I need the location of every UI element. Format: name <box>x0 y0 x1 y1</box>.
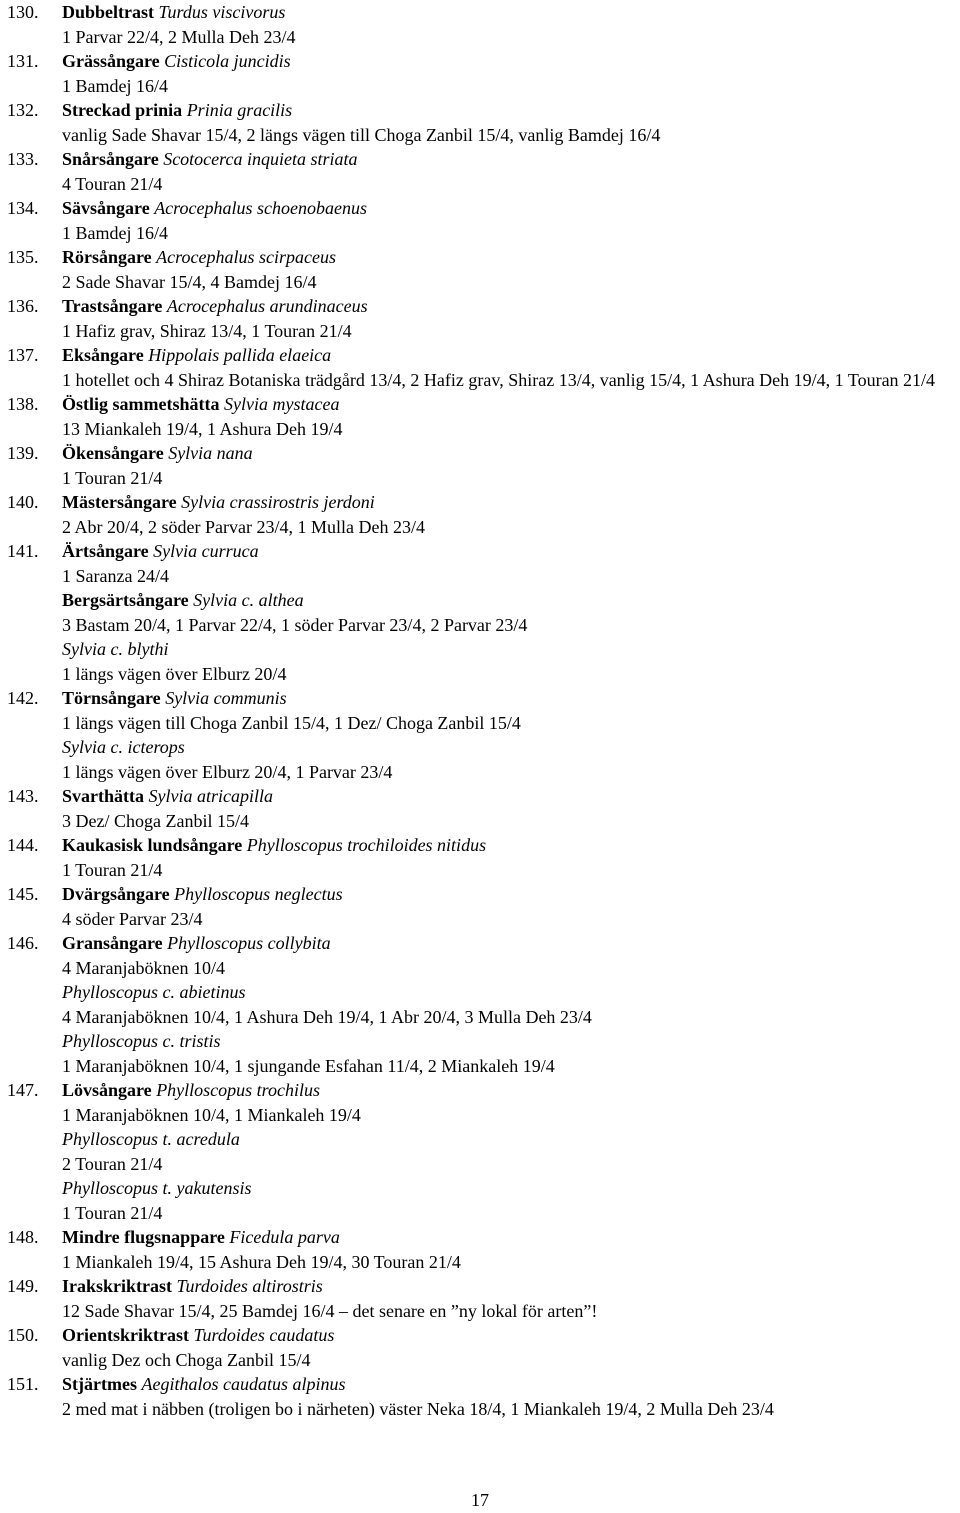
species-entry <box>7 441 957 490</box>
species-entry <box>7 1323 957 1372</box>
observation-line: 2 Sade Shavar 15/4, 4 Bamdej 16/4 <box>62 271 317 292</box>
species-heading <box>7 882 957 907</box>
scientific-name: Hippolais pallida elaeica <box>148 345 332 365</box>
observation-line: 2 Touran 21/4 <box>62 1153 163 1174</box>
page-number: 17 <box>471 1490 489 1510</box>
species-entry <box>7 343 957 392</box>
species-names <box>62 1372 957 1397</box>
common-name: Ärtsångare <box>62 541 149 561</box>
common-name: Lövsångare <box>62 1080 152 1100</box>
common-name: Dvärgsångare <box>62 884 170 904</box>
species-number: 133. <box>7 149 39 169</box>
observation-line: 1 Maranjaböknen 10/4, 1 sjungande Esfahan 11/4, 2 Miankaleh 19/4 <box>62 1055 555 1076</box>
subspecies-scientific-name: Sylvia c. <box>62 639 123 659</box>
scientific-name: Prinia gracilis <box>186 100 293 120</box>
observation-line: 3 Dez/ Choga Zanbil 15/4 <box>62 810 249 831</box>
species-entry <box>7 196 957 245</box>
species-number: 148. <box>7 1227 39 1247</box>
species-heading <box>7 1225 957 1250</box>
species-entry <box>7 245 957 294</box>
observation-line: 4 söder Parvar 23/4 <box>62 908 203 929</box>
species-names <box>62 1323 957 1348</box>
species-heading <box>7 833 957 858</box>
species-number: 149. <box>7 1276 39 1296</box>
common-name: Rörsångare <box>62 247 152 267</box>
species-number: 142. <box>7 688 39 708</box>
species-names <box>62 1078 957 1103</box>
scientific-name: Sylvia communis <box>165 688 287 708</box>
observation-line: 1 längs vägen över Elburz 20/4, 1 Parvar 23/4 <box>62 761 393 782</box>
observation-line: 3 Bastam 20/4, 1 Parvar 22/4, 1 söder Parvar 23/4, 2 Parvar 23/4 <box>62 614 528 635</box>
subspecies-scientific-name: Phylloscopus t. <box>62 1129 172 1149</box>
scientific-name: Scotocerca inquieta striata <box>163 149 358 169</box>
species-heading <box>7 196 957 221</box>
species-entry <box>7 931 957 1078</box>
species-heading <box>7 1323 957 1348</box>
scientific-name: Sylvia atricapilla <box>148 786 273 806</box>
subspecies-epithet: abietinus <box>179 982 246 1002</box>
species-number: 147. <box>7 1080 39 1100</box>
species-heading <box>7 931 957 956</box>
species-entry <box>7 686 957 784</box>
subspecies-scientific-name: Phylloscopus t. <box>62 1178 172 1198</box>
subspecies-heading <box>7 637 957 662</box>
subspecies-epithet: blythi <box>127 639 169 659</box>
observation-line: 1 hotellet och 4 Shiraz Botaniska trädgård 13/4, 2 Hafiz grav, Shiraz 13/4, vanlig 15/4, 1 Ashura Deh 19/4, 1 Touran 21/4 <box>62 369 936 390</box>
species-number: 141. <box>7 541 39 561</box>
scientific-name: Phylloscopus trochilus <box>156 1080 321 1100</box>
scientific-name: Acrocephalus scirpaceus <box>156 247 336 267</box>
species-names <box>62 1225 957 1250</box>
species-names <box>62 294 957 319</box>
scientific-name: Turdoides altirostris <box>176 1276 323 1296</box>
species-number: 130. <box>7 2 39 22</box>
species-number: 134. <box>7 198 39 218</box>
species-names <box>62 1274 957 1299</box>
species-number: 132. <box>7 100 39 120</box>
observation-line: 4 Maranjaböknen 10/4, 1 Ashura Deh 19/4, 1 Abr 20/4, 3 Mulla Deh 23/4 <box>62 1006 592 1027</box>
species-heading <box>7 539 957 564</box>
subspecies-heading <box>7 1176 957 1201</box>
species-heading <box>7 1078 957 1103</box>
species-entry <box>7 784 957 833</box>
species-names <box>62 882 957 907</box>
observation-line: 1 Miankaleh 19/4, 15 Ashura Deh 19/4, 30 Touran 21/4 <box>62 1251 461 1272</box>
common-name: Dubbeltrast <box>62 2 155 22</box>
species-names <box>62 245 957 270</box>
scientific-name: Sylvia curruca <box>153 541 259 561</box>
subspecies-scientific-name: Sylvia c. <box>193 590 255 610</box>
species-heading <box>7 392 957 417</box>
species-heading <box>7 0 957 25</box>
common-name: Orientskriktrast <box>62 1325 189 1345</box>
common-name: Streckad prinia <box>62 100 183 120</box>
observation-line: 2 med mat i näbben (troligen bo i närheten) väster Neka 18/4, 1 Miankaleh 19/4, 2 Mulla Deh 23/4 <box>62 1398 774 1419</box>
observation-line: 2 Abr 20/4, 2 söder Parvar 23/4, 1 Mulla Deh 23/4 <box>62 516 425 537</box>
species-names <box>62 196 957 221</box>
species-heading <box>7 245 957 270</box>
species-heading <box>7 441 957 466</box>
species-entry <box>7 490 957 539</box>
subspecies-heading <box>7 735 957 760</box>
observation-line: 4 Maranjaböknen 10/4 <box>62 957 225 978</box>
common-name: Trastsångare <box>62 296 163 316</box>
scientific-name: Turdus viscivorus <box>158 2 286 22</box>
subspecies-heading <box>7 588 957 613</box>
scientific-name: Acrocephalus arundinaceus <box>166 296 368 316</box>
subspecies-epithet: icterops <box>127 737 185 757</box>
observation-line: vanlig Sade Shavar 15/4, 2 längs vägen till Choga Zanbil 15/4, vanlig Bamdej 16/4 <box>62 124 661 145</box>
species-names <box>62 392 957 417</box>
species-heading <box>7 343 957 368</box>
observation-line: 1 Maranjaböknen 10/4, 1 Miankaleh 19/4 <box>62 1104 361 1125</box>
scientific-name: Cisticola juncidis <box>164 51 291 71</box>
species-number: 140. <box>7 492 39 512</box>
subspecies-heading <box>7 1127 957 1152</box>
species-entry <box>7 1372 957 1421</box>
species-heading <box>7 1372 957 1397</box>
species-names <box>62 539 957 564</box>
scientific-name: Acrocephalus schoenobaenus <box>154 198 367 218</box>
species-names <box>62 490 957 515</box>
common-name: Mindre flugsnappare <box>62 1227 225 1247</box>
species-entry <box>7 147 957 196</box>
observation-line: 1 Saranza 24/4 <box>62 565 169 586</box>
species-names <box>62 49 957 74</box>
species-list <box>7 0 957 1421</box>
scientific-name: Phylloscopus neglectus <box>174 884 343 904</box>
observation-line: 1 längs vägen till Choga Zanbil 15/4, 1 Dez/ Choga Zanbil 15/4 <box>62 712 521 733</box>
species-heading <box>7 49 957 74</box>
scientific-name: Sylvia mystacea <box>223 394 340 414</box>
species-entry <box>7 1225 957 1274</box>
observation-line: 4 Touran 21/4 <box>62 173 163 194</box>
species-entry <box>7 1274 957 1323</box>
species-names <box>62 441 957 466</box>
subspecies-heading <box>7 1029 957 1054</box>
subspecies-heading <box>7 980 957 1005</box>
species-number: 150. <box>7 1325 39 1345</box>
scientific-name: Phylloscopus trochiloides nitidus <box>246 835 487 855</box>
common-name: Stjärtmes <box>62 1374 137 1394</box>
subspecies-epithet: yakutensis <box>176 1178 252 1198</box>
species-heading <box>7 294 957 319</box>
observation-line: 1 Bamdej 16/4 <box>62 222 168 243</box>
subspecies-scientific-name: Phylloscopus c. <box>62 1031 175 1051</box>
species-number: 135. <box>7 247 39 267</box>
species-names <box>62 343 957 368</box>
species-number: 139. <box>7 443 39 463</box>
species-entry <box>7 539 957 686</box>
observation-line: 1 Touran 21/4 <box>62 1202 163 1223</box>
subspecies-scientific-name: Sylvia c. <box>62 737 123 757</box>
species-names <box>62 0 957 25</box>
subspecies-common-name: Bergsärtsångare <box>62 590 189 610</box>
common-name: Snårsångare <box>62 149 159 169</box>
observation-line: 13 Miankaleh 19/4, 1 Ashura Deh 19/4 <box>62 418 343 439</box>
common-name: Sävsångare <box>62 198 150 218</box>
common-name: Mästersångare <box>62 492 177 512</box>
scientific-name: Aegithalos caudatus alpinus <box>141 1374 346 1394</box>
species-entry <box>7 98 957 147</box>
species-number: 146. <box>7 933 39 953</box>
common-name: Törnsångare <box>62 688 161 708</box>
common-name: Ökensångare <box>62 443 164 463</box>
common-name: Svarthätta <box>62 786 144 806</box>
observation-line: 1 Bamdej 16/4 <box>62 75 168 96</box>
scientific-name: Sylvia crassirostris jerdoni <box>181 492 375 512</box>
common-name: Östlig sammetshätta <box>62 394 220 414</box>
observation-line: 1 Touran 21/4 <box>62 467 163 488</box>
common-name: Irakskriktrast <box>62 1276 173 1296</box>
observation-line: 1 Parvar 22/4, 2 Mulla Deh 23/4 <box>62 26 296 47</box>
species-entry <box>7 49 957 98</box>
species-names <box>62 931 957 956</box>
species-number: 137. <box>7 345 39 365</box>
species-names <box>62 147 957 172</box>
species-number: 138. <box>7 394 39 414</box>
species-entry <box>7 294 957 343</box>
species-number: 136. <box>7 296 39 316</box>
common-name: Eksångare <box>62 345 144 365</box>
observation-line: vanlig Dez och Choga Zanbil 15/4 <box>62 1349 311 1370</box>
species-entry <box>7 882 957 931</box>
species-names <box>62 686 957 711</box>
subspecies-epithet: acredula <box>176 1129 240 1149</box>
subspecies-scientific-name: Phylloscopus c. <box>62 982 175 1002</box>
species-names <box>62 98 957 123</box>
observation-line: 12 Sade Shavar 15/4, 25 Bamdej 16/4 – det senare en ”ny lokal för arten”! <box>62 1300 598 1321</box>
observation-line: 1 längs vägen över Elburz 20/4 <box>62 663 287 684</box>
species-number: 143. <box>7 786 39 806</box>
observation-line: 1 Touran 21/4 <box>62 859 163 880</box>
species-entry <box>7 392 957 441</box>
species-names <box>62 833 957 858</box>
scientific-name: Phylloscopus collybita <box>167 933 331 953</box>
species-number: 151. <box>7 1374 39 1394</box>
common-name: Gransångare <box>62 933 163 953</box>
subspecies-epithet: althea <box>258 590 304 610</box>
subspecies-epithet: tristis <box>179 1031 221 1051</box>
species-heading <box>7 784 957 809</box>
common-name: Kaukasisk lundsångare <box>62 835 243 855</box>
species-names <box>62 784 957 809</box>
species-heading <box>7 98 957 123</box>
species-entry <box>7 1078 957 1225</box>
species-number: 145. <box>7 884 39 904</box>
species-entry <box>7 0 957 49</box>
species-heading <box>7 686 957 711</box>
species-heading <box>7 1274 957 1299</box>
species-entry <box>7 833 957 882</box>
species-heading <box>7 147 957 172</box>
common-name: Grässångare <box>62 51 160 71</box>
observation-line: 1 Hafiz grav, Shiraz 13/4, 1 Touran 21/4 <box>62 320 352 341</box>
species-number: 144. <box>7 835 39 855</box>
species-heading <box>7 490 957 515</box>
scientific-name: Sylvia nana <box>168 443 253 463</box>
scientific-name: Turdoides caudatus <box>193 1325 335 1345</box>
species-number: 131. <box>7 51 39 71</box>
scientific-name: Ficedula parva <box>229 1227 340 1247</box>
